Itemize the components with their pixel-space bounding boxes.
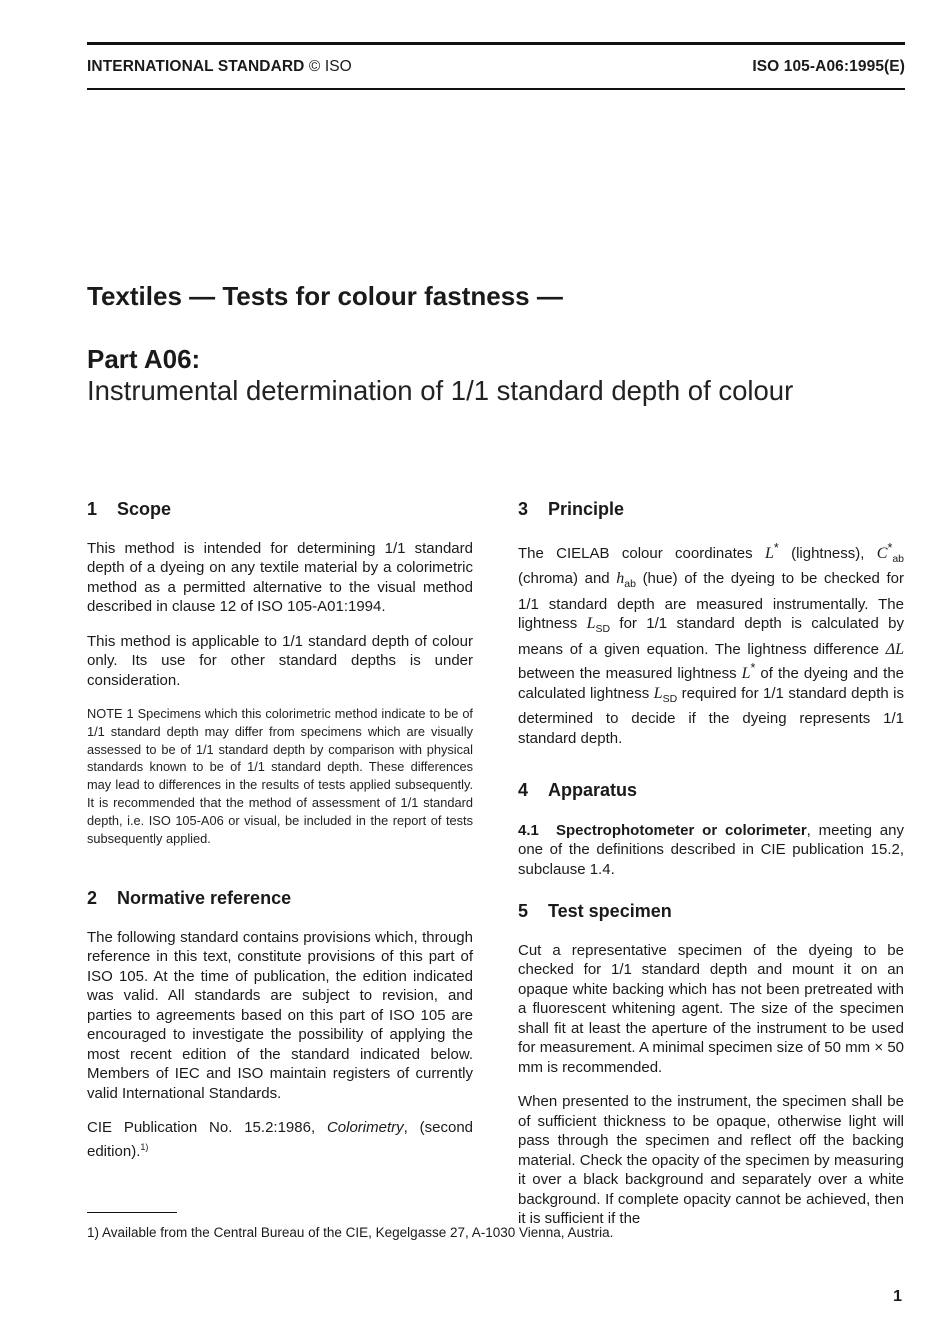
right-column — [518, 500, 904, 1244]
normative-paragraph: The following standard contains provisions which, through reference in this text, constitute provisions of this part of ISO 105. At the time of publication, the edition indicated was valid. All standards are subject to revision, and parties to agreements based on this part of ISO 105 are encouraged to investigate the possibility of applying the most recent edition of the standard indicated below. Members of IEC and ISO maintain registers of currently valid International Standards. — [87, 928, 473, 1102]
section-heading-apparatus: 4 Apparatus — [518, 780, 638, 800]
apparatus-item-number: 4.1 — [518, 821, 539, 839]
apparatus-item-title: Spectrophotometer or colorimeter — [556, 821, 807, 839]
page-number: 1 — [893, 1288, 902, 1305]
header-left — [87, 58, 352, 76]
document-part: Part A06: — [87, 344, 201, 374]
reference-title: Colorimetry — [326, 1119, 404, 1137]
left-column — [87, 500, 473, 1176]
scope-paragraph-1: This method is intended for determining 1/1 standard depth of a dyeing on any textile material by a colorimetric method as a permitted alternative to the visual method described in clause 12 of ISO 105-A01:1994. — [87, 539, 473, 615]
section-heading-normative-reference: 2 Normative reference — [87, 888, 292, 909]
header-iso-label: © ISO — [308, 58, 352, 75]
specimen-paragraph-2: When presented to the instrument, the specimen shall be of sufficient thickness to be opaque, otherwise light will pass through the specimen and reflect off the backing material. Check the opacity of the specimen by measuring it over a black background and separately over a white background. If complete opacity cannot be achieved, then it is sufficient if the — [518, 1093, 904, 1227]
footnote-rule — [87, 1212, 177, 1213]
apparatus-item: 4.1 Spectrophotometer or colorimeter, meeting any one of the definitions described in CIE publication 15.2, subclause 1.4. — [518, 821, 904, 878]
header-document-code: ISO 105-A06:1995(E) — [752, 58, 905, 75]
document-title: Textiles — Tests for colour fastness — — [87, 281, 563, 311]
footnote: 1) Available from the Central Bureau of the CIE, Kegelgasse 27, A-1030 Vienna, Austria. — [87, 1225, 614, 1240]
section-heading-scope: 1 Scope — [87, 499, 172, 519]
footnote-marker: 1) — [140, 1141, 149, 1152]
normative-reference-entry: CIE Publication No. 15.2:1986, Colorimetry, (second edition).$^{1)}$ — [87, 1119, 474, 1160]
header-standard-label: INTERNATIONAL STANDARD — [87, 58, 305, 75]
principle-paragraph: The CIELAB colour coordinates L* (lightness), $C^*_{ab}$ (chroma) and $h_{ab}$ (hue) of the dyeing to be checked for 1/1 standard depth are measured instrumentally. The lightness $L_{SD}$ for 1/1 standard depth is calculated by means of a given equation. The lightness difference ΔL between the measured lightness L* of the dyeing and the calculated lightness $L_{SD}$ required for 1/1 standard depth is determined to decide if the dyeing represents 1/1 standard depth. — [518, 540, 905, 747]
section-heading-test-specimen: 5 Test specimen — [518, 901, 672, 921]
header-bottom-rule — [87, 88, 905, 90]
specimen-paragraph-1: Cut a representative specimen of the dyeing to be checked for 1/1 standard depth and mount it on an opaque white backing which has not been pretreated with a fluorescent whitening agent. The size of the specimen shall fit at least the aperture of the instrument to be used for measurement. A minimal specimen size of 50 mm × 50 mm is recommended. — [518, 941, 904, 1076]
header-top-rule — [87, 42, 905, 45]
document-subtitle: Instrumental determination of 1/1 standard depth of colour — [87, 375, 794, 406]
scope-paragraph-2: This method is applicable to 1/1 standard depth of colour only. Its use for other standard depths is under consideration. — [87, 632, 473, 689]
section-heading-principle: 3 Principle — [518, 499, 625, 519]
scope-note: NOTE 1 Specimens which this colorimetric method indicate to be of 1/1 standard depth may differ from specimens which are visually assessed to be of 1/1 standard depth by comparison with physical standards known to be of 1/1 standard depth. These differences may lead to differences in the results of tests applied subsequently. It is recommended that the method of assessment of 1/1 standard depth, i.e. ISO 105-A06 or visual, be included in the report of tests subsequently applied. — [87, 706, 473, 846]
